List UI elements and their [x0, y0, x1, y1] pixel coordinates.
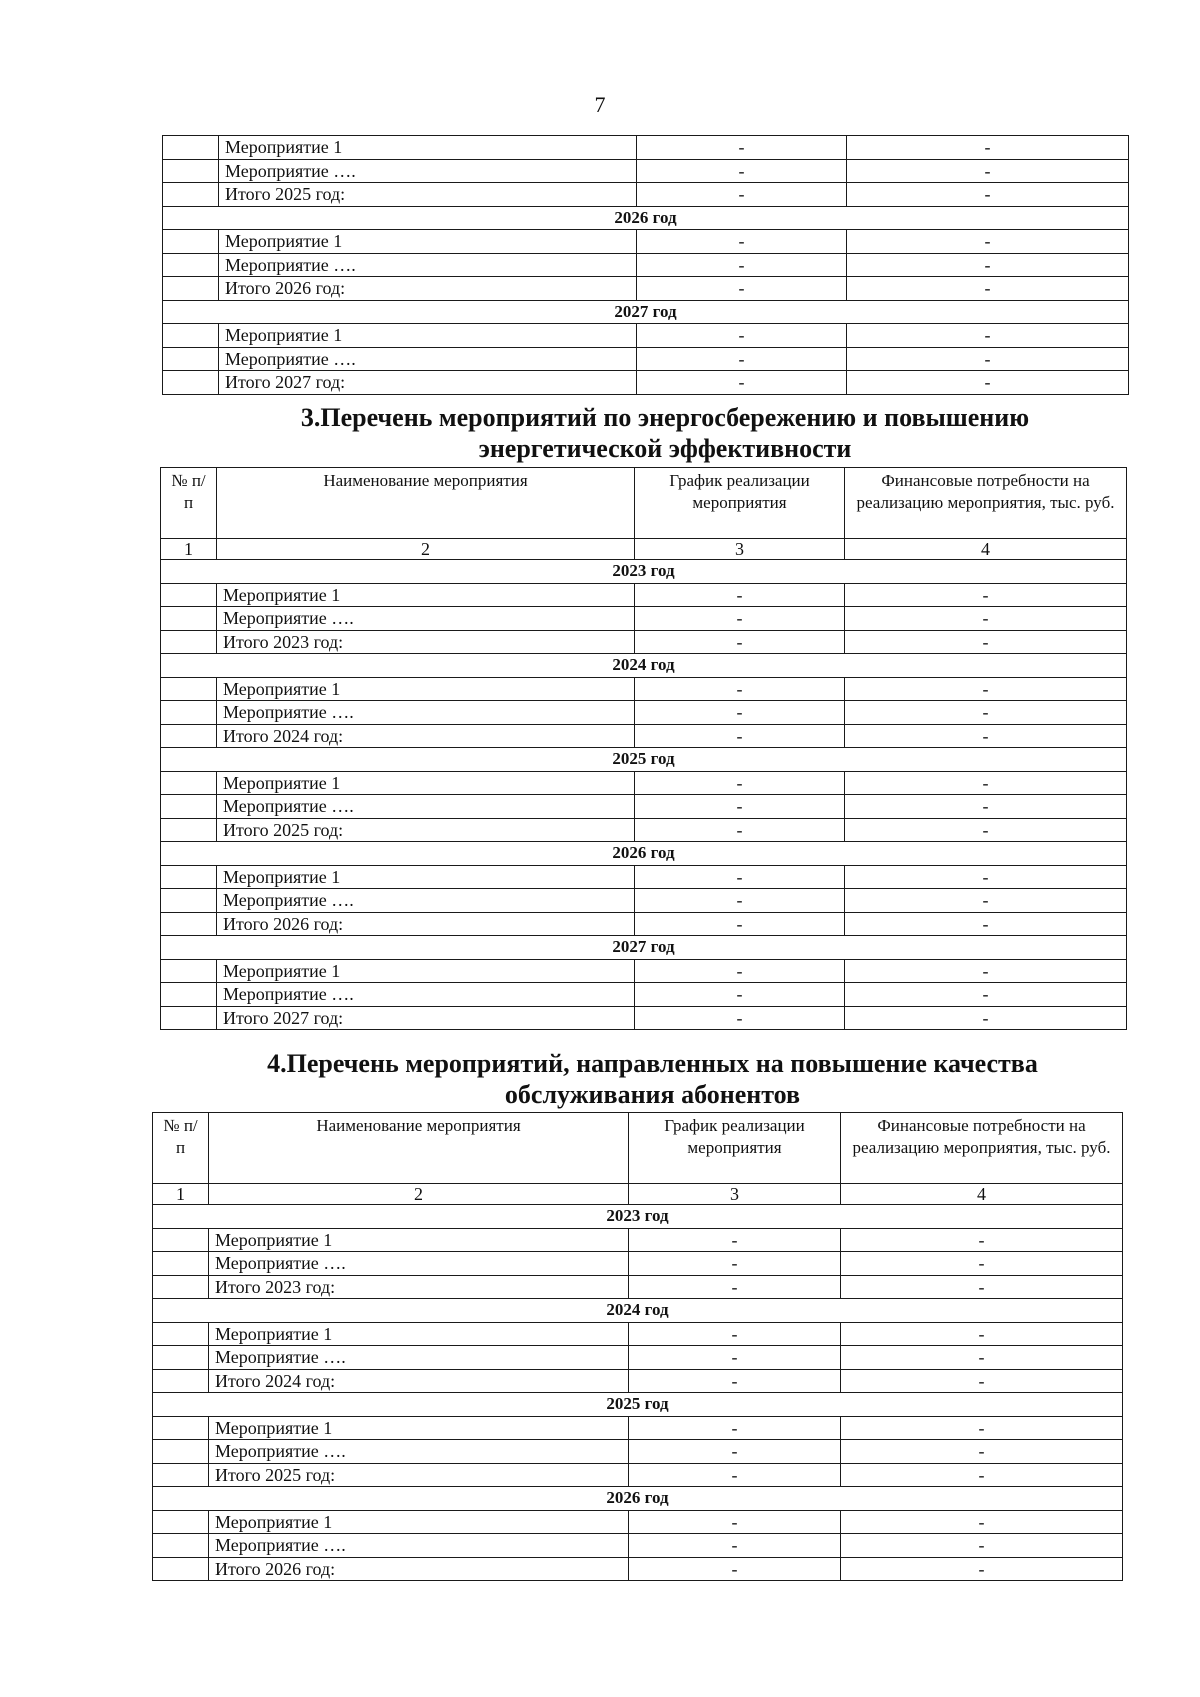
row-number-cell: [153, 1228, 209, 1252]
schedule-cell: -: [629, 1510, 841, 1534]
activity-name-cell: Итого 2027 год:: [217, 1006, 635, 1030]
index-cell: 3: [629, 1184, 841, 1205]
activity-name-cell: Итого 2024 год:: [217, 724, 635, 748]
schedule-cell: -: [635, 795, 845, 819]
schedule-cell: -: [629, 1463, 841, 1487]
schedule-cell: -: [629, 1322, 841, 1346]
header-finance: Финансовые потребности на реализацию мероприятия, тыс. руб.: [845, 468, 1127, 539]
activity-name-cell: Итого 2025 год:: [219, 183, 637, 207]
row-number-cell: [161, 583, 217, 607]
table-row: [161, 771, 1127, 795]
year-row: [163, 206, 1129, 230]
row-number-cell: [163, 159, 219, 183]
finance-cell: -: [841, 1252, 1123, 1276]
activity-name-cell: Итого 2026 год:: [209, 1557, 629, 1581]
year-row: [161, 654, 1127, 678]
finance-cell: -: [841, 1534, 1123, 1558]
activity-name-cell: Итого 2026 год:: [219, 277, 637, 301]
year-row: [161, 936, 1127, 960]
section-3-title: [160, 402, 1170, 464]
finance-cell: -: [847, 253, 1129, 277]
header-name: Наименование мероприятия: [217, 468, 635, 539]
row-number-cell: [161, 701, 217, 725]
table-row: [163, 347, 1129, 371]
continuation-table: [162, 135, 1129, 395]
index-cell: 3: [635, 539, 845, 560]
header-number: № п/п: [153, 1113, 209, 1184]
finance-cell: -: [847, 183, 1129, 207]
activity-name-cell: Итого 2025 год:: [209, 1463, 629, 1487]
row-number-cell: [153, 1252, 209, 1276]
activity-name-cell: Мероприятие ….: [209, 1534, 629, 1558]
row-number-cell: [161, 1006, 217, 1030]
schedule-cell: -: [629, 1369, 841, 1393]
row-number-cell: [153, 1322, 209, 1346]
year-label: 2024 год: [161, 654, 1127, 678]
activity-name-cell: Мероприятие 1: [217, 959, 635, 983]
schedule-cell: -: [635, 701, 845, 725]
row-number-cell: [161, 865, 217, 889]
header-schedule: График реализации мероприятия: [635, 468, 845, 539]
finance-cell: -: [841, 1322, 1123, 1346]
schedule-cell: -: [629, 1557, 841, 1581]
schedule-cell: -: [635, 865, 845, 889]
activity-name-cell: Мероприятие ….: [219, 253, 637, 277]
schedule-cell: -: [629, 1346, 841, 1370]
row-number-cell: [153, 1346, 209, 1370]
header-finance: Финансовые потребности на реализацию мероприятия, тыс. руб.: [841, 1113, 1123, 1184]
schedule-cell: -: [637, 347, 847, 371]
finance-cell: -: [847, 371, 1129, 395]
activity-name-cell: Мероприятие 1: [219, 136, 637, 160]
row-number-cell: [153, 1275, 209, 1299]
finance-cell: -: [841, 1557, 1123, 1581]
table-row: [153, 1369, 1123, 1393]
index-cell: 1: [161, 539, 217, 560]
schedule-cell: -: [629, 1416, 841, 1440]
header-number: № п/п: [161, 468, 217, 539]
page-number: 7: [594, 92, 606, 117]
activity-name-cell: Итого 2024 год:: [209, 1369, 629, 1393]
year-row: [153, 1487, 1123, 1511]
schedule-cell: -: [635, 630, 845, 654]
finance-cell: -: [841, 1346, 1123, 1370]
table-row: [163, 183, 1129, 207]
table-row: [163, 277, 1129, 301]
row-number-cell: [153, 1416, 209, 1440]
activity-name-cell: Мероприятие ….: [209, 1252, 629, 1276]
row-number-cell: [161, 818, 217, 842]
table-header-row: [153, 1113, 1123, 1184]
schedule-cell: -: [629, 1275, 841, 1299]
finance-cell: -: [847, 277, 1129, 301]
activity-name-cell: Мероприятие ….: [217, 701, 635, 725]
row-number-cell: [161, 912, 217, 936]
activity-name-cell: Мероприятие 1: [217, 677, 635, 701]
schedule-cell: -: [629, 1252, 841, 1276]
table-row: [161, 865, 1127, 889]
row-number-cell: [153, 1463, 209, 1487]
finance-cell: -: [847, 347, 1129, 371]
table-row: [163, 324, 1129, 348]
activity-name-cell: Итого 2027 год:: [219, 371, 637, 395]
index-cell: 4: [845, 539, 1127, 560]
activity-name-cell: Итого 2025 год:: [217, 818, 635, 842]
activity-name-cell: Мероприятие 1: [209, 1510, 629, 1534]
year-label: 2027 год: [163, 300, 1129, 324]
table-header-row: [161, 468, 1127, 539]
finance-cell: -: [845, 1006, 1127, 1030]
schedule-cell: -: [635, 724, 845, 748]
activity-name-cell: Мероприятие ….: [219, 159, 637, 183]
activity-name-cell: Итого 2023 год:: [209, 1275, 629, 1299]
index-cell: 2: [209, 1184, 629, 1205]
schedule-cell: -: [635, 1006, 845, 1030]
table-row: [153, 1252, 1123, 1276]
row-number-cell: [163, 277, 219, 301]
table-row: [161, 583, 1127, 607]
header-schedule: График реализации мероприятия: [629, 1113, 841, 1184]
section-4-title-line2: обслуживания абонентов: [504, 1080, 801, 1109]
index-cell: 2: [217, 539, 635, 560]
activity-name-cell: Мероприятие ….: [209, 1346, 629, 1370]
row-number-cell: [163, 183, 219, 207]
table-row: [153, 1534, 1123, 1558]
year-row: [161, 842, 1127, 866]
table-row: [153, 1557, 1123, 1581]
table-row: [153, 1322, 1123, 1346]
schedule-cell: -: [635, 607, 845, 631]
column-index-row: [161, 539, 1127, 560]
table-row: [161, 724, 1127, 748]
year-label: 2023 год: [153, 1205, 1123, 1229]
table-row: [163, 136, 1129, 160]
row-number-cell: [161, 771, 217, 795]
schedule-cell: -: [637, 230, 847, 254]
header-name: Наименование мероприятия: [209, 1113, 629, 1184]
year-row: [153, 1299, 1123, 1323]
finance-cell: -: [845, 701, 1127, 725]
table-row: [161, 677, 1127, 701]
schedule-cell: -: [637, 136, 847, 160]
row-number-cell: [161, 630, 217, 654]
table-body: [163, 136, 1129, 395]
schedule-cell: -: [635, 889, 845, 913]
section-4-title: [140, 1048, 1165, 1110]
section-3-title-line1: 3.Перечень мероприятий по энергосбережению и повышению: [300, 403, 1030, 432]
activity-name-cell: Итого 2026 год:: [217, 912, 635, 936]
table-row: [163, 230, 1129, 254]
table-body: [161, 468, 1127, 1030]
table-row: [153, 1416, 1123, 1440]
schedule-cell: -: [635, 771, 845, 795]
finance-cell: -: [845, 795, 1127, 819]
table-row: [161, 959, 1127, 983]
finance-cell: -: [845, 983, 1127, 1007]
year-row: [153, 1205, 1123, 1229]
finance-cell: -: [841, 1369, 1123, 1393]
schedule-cell: -: [637, 253, 847, 277]
finance-cell: -: [847, 136, 1129, 160]
schedule-cell: -: [637, 371, 847, 395]
schedule-cell: -: [637, 324, 847, 348]
activity-name-cell: Итого 2023 год:: [217, 630, 635, 654]
table-row: [153, 1228, 1123, 1252]
row-number-cell: [161, 724, 217, 748]
schedule-cell: -: [637, 159, 847, 183]
finance-cell: -: [845, 865, 1127, 889]
row-number-cell: [153, 1534, 209, 1558]
table-row: [161, 607, 1127, 631]
table-row: [161, 818, 1127, 842]
year-label: 2025 год: [161, 748, 1127, 772]
row-number-cell: [161, 607, 217, 631]
table-row: [163, 371, 1129, 395]
finance-cell: -: [845, 607, 1127, 631]
activity-name-cell: Мероприятие 1: [209, 1322, 629, 1346]
table-row: [161, 889, 1127, 913]
year-row: [163, 300, 1129, 324]
table-row: [161, 630, 1127, 654]
activity-name-cell: Мероприятие 1: [217, 865, 635, 889]
table-row: [153, 1440, 1123, 1464]
finance-cell: -: [841, 1416, 1123, 1440]
finance-cell: -: [845, 771, 1127, 795]
row-number-cell: [161, 983, 217, 1007]
year-label: 2027 год: [161, 936, 1127, 960]
schedule-cell: -: [629, 1228, 841, 1252]
activity-name-cell: Мероприятие ….: [217, 889, 635, 913]
year-label: 2026 год: [153, 1487, 1123, 1511]
activity-name-cell: Мероприятие ….: [209, 1440, 629, 1464]
year-row: [153, 1393, 1123, 1417]
section-3-table: [160, 467, 1127, 1030]
activity-name-cell: Мероприятие 1: [209, 1416, 629, 1440]
table-row: [163, 253, 1129, 277]
row-number-cell: [161, 889, 217, 913]
year-label: 2026 год: [163, 206, 1129, 230]
year-label: 2023 год: [161, 560, 1127, 584]
schedule-cell: -: [637, 183, 847, 207]
row-number-cell: [163, 347, 219, 371]
year-label: 2026 год: [161, 842, 1127, 866]
column-index-row: [153, 1184, 1123, 1205]
row-number-cell: [163, 371, 219, 395]
year-row: [161, 560, 1127, 584]
schedule-cell: -: [635, 583, 845, 607]
finance-cell: -: [845, 818, 1127, 842]
schedule-cell: -: [629, 1440, 841, 1464]
schedule-cell: -: [635, 959, 845, 983]
activity-name-cell: Мероприятие 1: [217, 583, 635, 607]
row-number-cell: [153, 1510, 209, 1534]
table-row: [153, 1346, 1123, 1370]
table-row: [161, 983, 1127, 1007]
section-4-title-line1: 4.Перечень мероприятий, направленных на повышение качества: [267, 1049, 1038, 1078]
activity-name-cell: Мероприятие 1: [219, 230, 637, 254]
row-number-cell: [161, 677, 217, 701]
index-cell: 1: [153, 1184, 209, 1205]
schedule-cell: -: [637, 277, 847, 301]
finance-cell: -: [847, 324, 1129, 348]
index-cell: 4: [841, 1184, 1123, 1205]
activity-name-cell: Мероприятие ….: [217, 983, 635, 1007]
activity-name-cell: Мероприятие ….: [219, 347, 637, 371]
finance-cell: -: [847, 230, 1129, 254]
table-row: [153, 1510, 1123, 1534]
table-row: [161, 1006, 1127, 1030]
finance-cell: -: [841, 1275, 1123, 1299]
table-row: [161, 795, 1127, 819]
finance-cell: -: [845, 583, 1127, 607]
finance-cell: -: [841, 1510, 1123, 1534]
finance-cell: -: [845, 630, 1127, 654]
table-row: [153, 1463, 1123, 1487]
activity-name-cell: Мероприятие 1: [219, 324, 637, 348]
activity-name-cell: Мероприятие ….: [217, 795, 635, 819]
year-row: [161, 748, 1127, 772]
activity-name-cell: Мероприятие 1: [217, 771, 635, 795]
section-4-table: [152, 1112, 1123, 1581]
finance-cell: -: [845, 959, 1127, 983]
row-number-cell: [153, 1557, 209, 1581]
year-label: 2024 год: [153, 1299, 1123, 1323]
schedule-cell: -: [629, 1534, 841, 1558]
row-number-cell: [163, 324, 219, 348]
row-number-cell: [161, 959, 217, 983]
finance-cell: -: [845, 889, 1127, 913]
table-body: [153, 1113, 1123, 1581]
finance-cell: -: [845, 724, 1127, 748]
row-number-cell: [163, 136, 219, 160]
table-row: [161, 912, 1127, 936]
table-row: [153, 1275, 1123, 1299]
row-number-cell: [163, 253, 219, 277]
finance-cell: -: [845, 677, 1127, 701]
activity-name-cell: Мероприятие 1: [209, 1228, 629, 1252]
schedule-cell: -: [635, 912, 845, 936]
table-row: [161, 701, 1127, 725]
row-number-cell: [163, 230, 219, 254]
finance-cell: -: [841, 1463, 1123, 1487]
row-number-cell: [153, 1369, 209, 1393]
finance-cell: -: [841, 1440, 1123, 1464]
year-label: 2025 год: [153, 1393, 1123, 1417]
row-number-cell: [161, 795, 217, 819]
schedule-cell: -: [635, 818, 845, 842]
schedule-cell: -: [635, 983, 845, 1007]
row-number-cell: [153, 1440, 209, 1464]
section-3-title-line2: энергетической эффективности: [478, 434, 852, 463]
finance-cell: -: [845, 912, 1127, 936]
finance-cell: -: [847, 159, 1129, 183]
activity-name-cell: Мероприятие ….: [217, 607, 635, 631]
finance-cell: -: [841, 1228, 1123, 1252]
schedule-cell: -: [635, 677, 845, 701]
table-row: [163, 159, 1129, 183]
